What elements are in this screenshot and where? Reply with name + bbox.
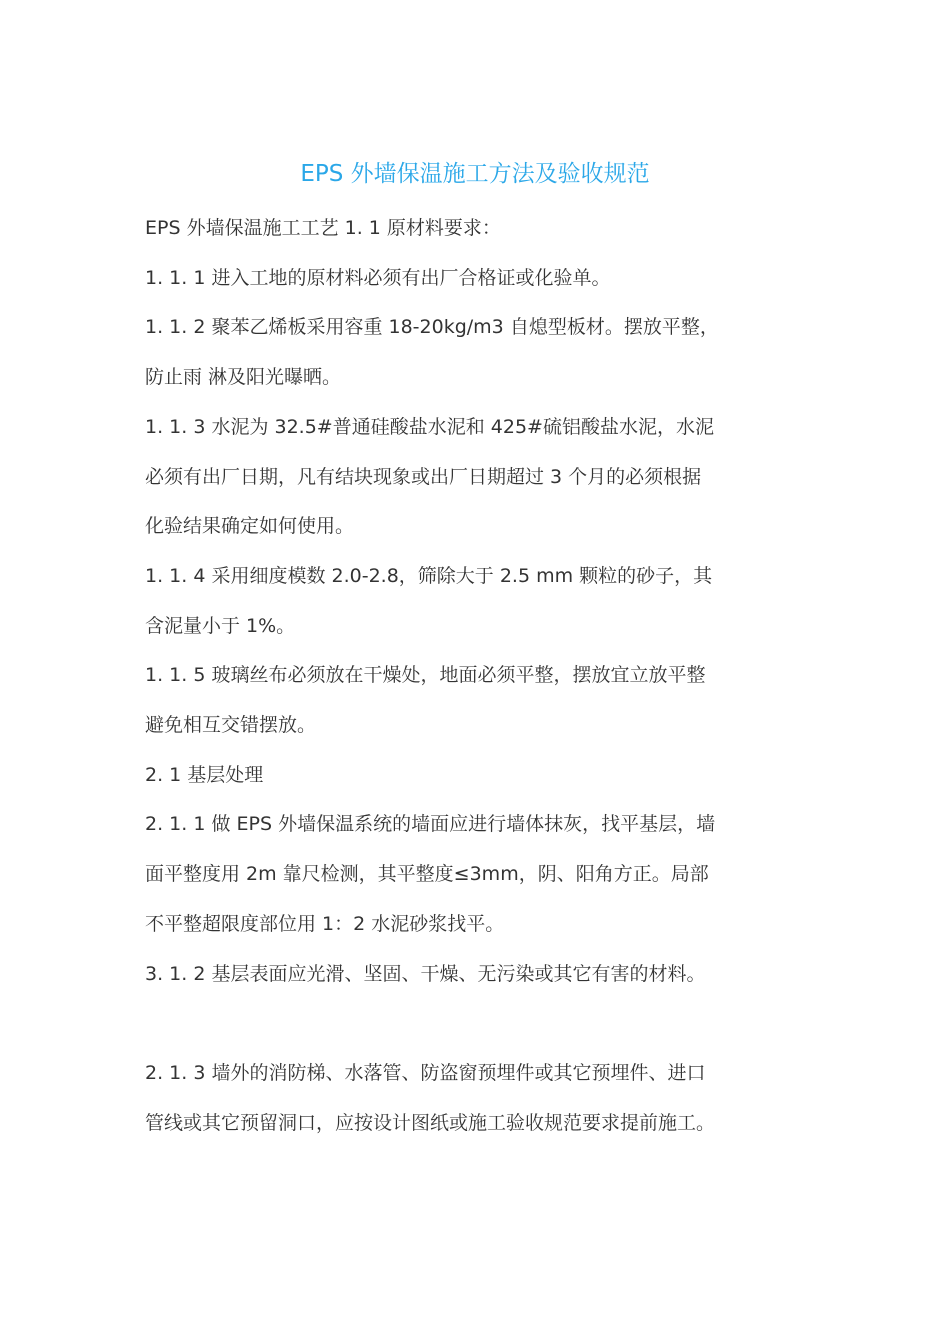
document-title: EPS 外墙保温施工方法及验收规范 <box>300 161 650 187</box>
paragraph <box>145 651 825 750</box>
paragraph <box>145 800 825 949</box>
text-line: 面平整度用 2m 靠尺检测，其平整度≤3mm，阴、阳角方正。局部 <box>145 863 709 886</box>
paragraph <box>145 950 825 1000</box>
paragraph <box>145 403 825 552</box>
text-line: 1. 1. 5 玻璃丝布必须放在干燥处，地面必须平整，摆放宜立放平整 <box>145 664 706 687</box>
text-line: 2. 1. 1 做 EPS 外墙保温系统的墙面应进行墙体抹灰，找平基层，墙 <box>145 813 716 836</box>
paragraph <box>145 204 825 254</box>
document-body <box>145 204 825 1148</box>
text-line: 含泥量小于 1%。 <box>145 614 296 637</box>
text-line: 必须有出厂日期，凡有结块现象或出厂日期超过 3 个月的必须根据 <box>145 465 702 488</box>
paragraph-spacer <box>145 999 825 1049</box>
text-line: 避免相互交错摆放。 <box>145 714 317 737</box>
text-line: EPS 外墙保温施工工艺 1. 1 原材料要求： <box>145 217 501 239</box>
text-line: 化验结果确定如何使用。 <box>145 515 355 538</box>
text-line: 3. 1. 2 基层表面应光滑、坚固、干燥、无污染或其它有害的材料。 <box>145 962 706 985</box>
paragraph <box>145 254 825 304</box>
text-line: 2. 1 基层处理 <box>145 763 264 786</box>
text-line: 2. 1. 3 墙外的消防梯、水落管、防盗窗预埋件或其它预埋件、进口 <box>145 1061 706 1084</box>
text-line: 1. 1. 2 聚苯乙烯板采用容重 18-20kg/m3 自熄型板材。摆放平整， <box>145 316 719 339</box>
paragraph <box>145 1049 825 1148</box>
paragraph <box>145 552 825 651</box>
text-line: 1. 1. 1 进入工地的原材料必须有出厂合格证或化验单。 <box>145 266 611 289</box>
text-line: 1. 1. 4 采用细度模数 2.0-2.8，筛除大于 2.5 mm 颗粒的砂子，其 <box>145 564 713 587</box>
paragraph <box>145 751 825 801</box>
text-line: 1. 1. 3 水泥为 32.5#普通硅酸盐水泥和 425#硫铝酸盐水泥，水泥 <box>145 415 714 438</box>
text-line: 防止雨 淋及阳光曝晒。 <box>145 366 342 389</box>
paragraph <box>145 303 825 402</box>
text-line: 管线或其它预留洞口，应按设计图纸或施工验收规范要求提前施工。 <box>145 1111 716 1134</box>
text-line: 不平整超限度部位用 1：2 水泥砂浆找平。 <box>145 912 505 935</box>
